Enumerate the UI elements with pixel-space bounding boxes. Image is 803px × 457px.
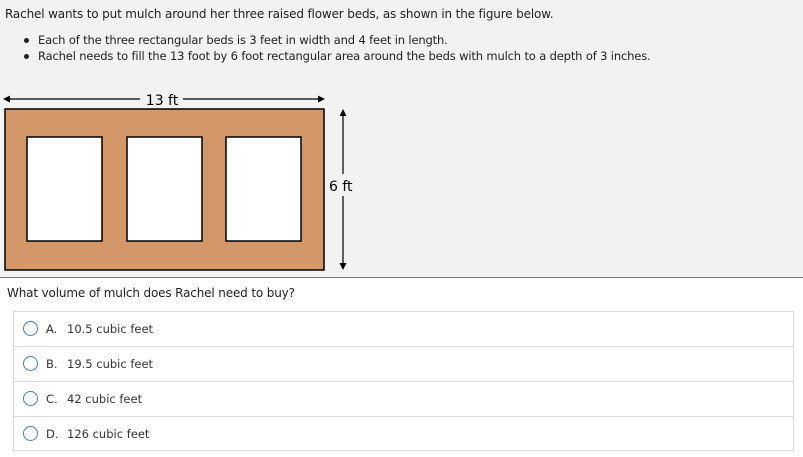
radio-button[interactable]	[23, 426, 38, 441]
question-prompt: What volume of mulch does Rachel need to buy?	[7, 286, 295, 300]
flower-bed-1	[27, 137, 102, 241]
radio-button[interactable]	[23, 321, 38, 336]
option-text: 10.5 cubic feet	[67, 322, 154, 336]
option-c[interactable]	[13, 381, 794, 416]
flower-bed-3	[226, 137, 301, 241]
answer-options	[13, 311, 794, 451]
bullet-item	[22, 32, 651, 48]
option-text: 19.5 cubic feet	[67, 357, 154, 371]
left-arrowhead-icon	[3, 96, 10, 103]
flower-bed-2	[127, 137, 202, 241]
option-d[interactable]	[13, 416, 794, 451]
option-letter: B.	[46, 357, 58, 371]
option-letter: C.	[46, 392, 58, 406]
down-arrowhead-icon	[340, 263, 347, 270]
question-intro: Rachel wants to put mulch around her three raised flower beds, as shown in the figure below.	[5, 7, 554, 21]
height-dimension	[329, 109, 353, 270]
question-bullets	[22, 32, 651, 64]
bullet-dot-icon	[24, 54, 29, 59]
radio-button[interactable]	[23, 356, 38, 371]
option-a[interactable]	[13, 311, 794, 346]
option-letter: D.	[46, 427, 59, 441]
height-label: 6 ft	[329, 179, 353, 195]
option-letter: A.	[46, 322, 58, 336]
bullet-text: Each of the three rectangular beds is 3 feet in width and 4 feet in length.	[38, 33, 448, 47]
flower-bed-figure	[0, 86, 400, 276]
right-arrowhead-icon	[318, 96, 325, 103]
width-dimension	[3, 93, 325, 109]
option-b[interactable]	[13, 346, 794, 381]
option-text: 126 cubic feet	[67, 427, 150, 441]
width-label: 13 ft	[145, 93, 179, 109]
up-arrowhead-icon	[340, 109, 347, 116]
bullet-text: Rachel needs to fill the 13 foot by 6 foot rectangular area around the beds with mulch to a depth of 3 inches.	[38, 49, 651, 63]
option-text: 42 cubic feet	[67, 392, 143, 406]
bullet-dot-icon	[24, 38, 29, 43]
bullet-item	[22, 48, 651, 64]
radio-button[interactable]	[23, 391, 38, 406]
